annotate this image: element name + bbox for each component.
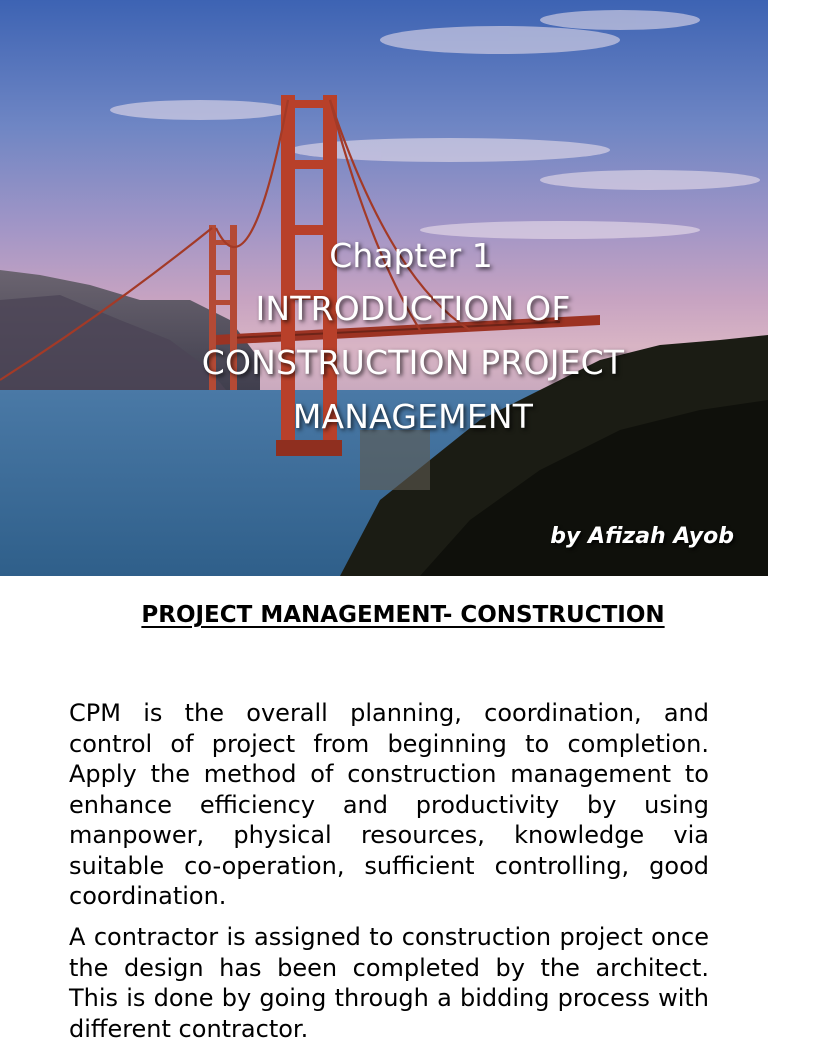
chapter-label: Chapter 1 [329,236,493,275]
cloud-shapes [110,10,760,239]
paragraph-1: CPM is the overall planning, coordination, and control of project from beginning to completion. Apply the method of construction management to enhance efficiency and productivity by using manpower, physical resources, knowledge via suitable co-operation, sufficient controlling, good coordination. [69,699,709,910]
content-slide [0,576,768,1043]
title-line-3: MANAGEMENT [292,397,534,436]
slide-heading [0,602,806,628]
paragraph-2: A contractor is assigned to construction project once the design has been completed by the architect. This is done by going through a bidding process with different contractor. [69,923,709,1043]
slide-heading-text: PROJECT MANAGEMENT- CONSTRUCTION [141,602,665,628]
slide-title [0,230,826,444]
author-credit: by Afizah Ayob [550,524,734,549]
title-line-1: INTRODUCTION OF [255,289,571,328]
title-line-2: CONSTRUCTION PROJECT [201,343,625,382]
